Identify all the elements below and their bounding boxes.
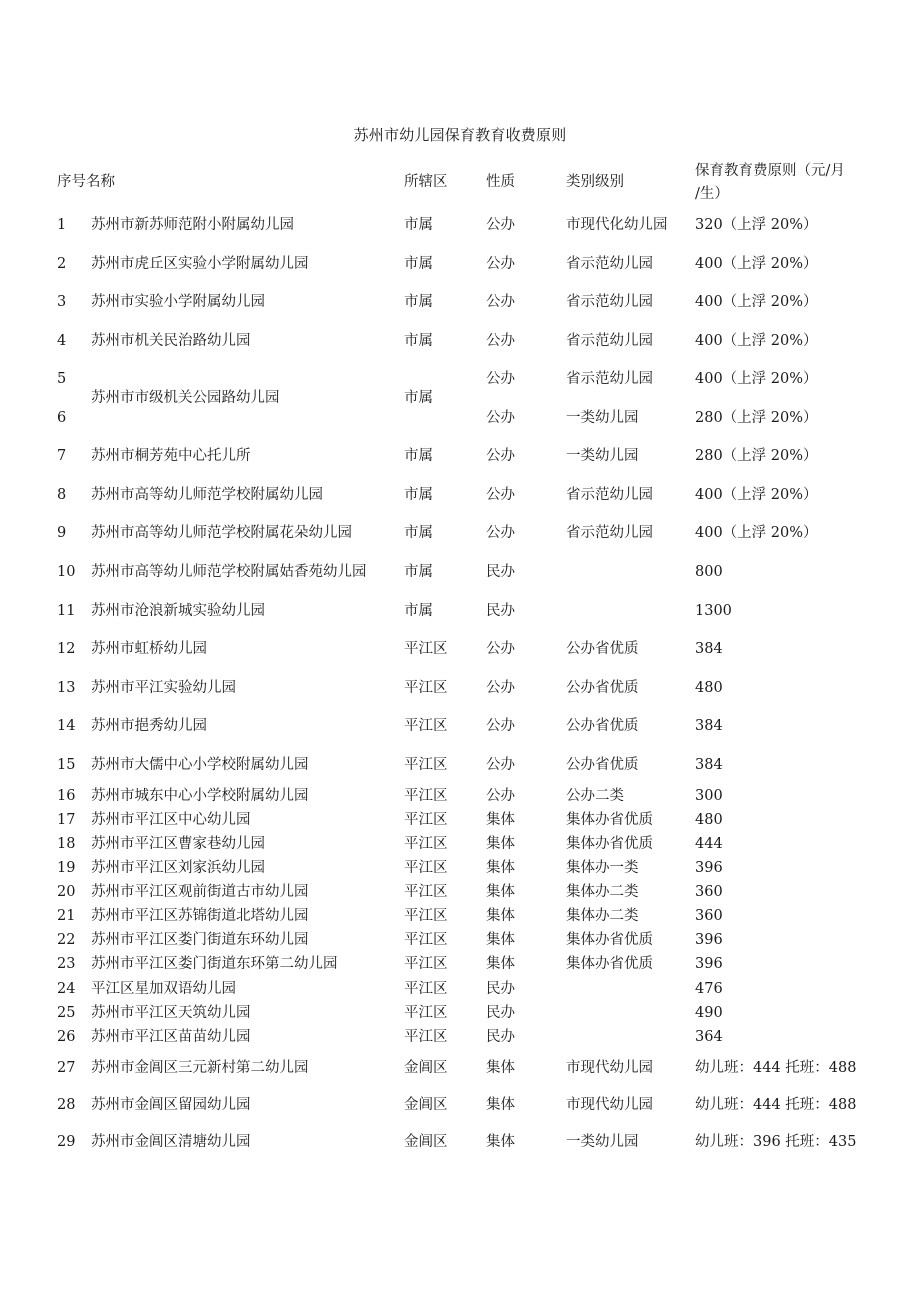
row-name: 苏州市平江区观前街道古市幼儿园 — [91, 884, 309, 900]
row-number: 7 — [57, 448, 67, 464]
row-category: 公办省优质 — [566, 680, 639, 696]
row-fee: 幼儿班：444 托班：488 — [695, 1097, 857, 1113]
row-number: 17 — [57, 812, 76, 828]
row-number: 24 — [57, 981, 76, 997]
row-number: 12 — [57, 641, 76, 657]
row-category: 集体办省优质 — [566, 812, 653, 828]
row-district: 金阊区 — [404, 1134, 448, 1150]
row-number: 19 — [57, 860, 76, 876]
row-fee: 384 — [695, 641, 723, 657]
header-no-name: 序号名称 — [57, 174, 115, 190]
row-district: 平江区 — [404, 981, 448, 997]
row-number: 25 — [57, 1005, 76, 1021]
row-name: 苏州市平江区刘家浜幼儿园 — [91, 860, 265, 876]
header-fee-line2: /生） — [695, 186, 729, 202]
row-name: 苏州市平江区曹家巷幼儿园 — [91, 836, 265, 852]
row-fee: 400（上浮 20%） — [695, 525, 818, 541]
row-category: 公办二类 — [566, 788, 624, 804]
header-nature: 性质 — [486, 174, 515, 190]
row-nature: 民办 — [486, 981, 515, 997]
row-nature: 公办 — [486, 641, 515, 657]
row-fee: 384 — [695, 757, 723, 773]
row-number: 28 — [57, 1097, 76, 1113]
row-fee: 400（上浮 20%） — [695, 256, 818, 272]
row-fee: 400（上浮 20%） — [695, 333, 818, 349]
row-name: 苏州市虹桥幼儿园 — [91, 641, 207, 657]
row-district: 市属 — [404, 603, 433, 619]
row-name: 苏州市金阊区清塘幼儿园 — [91, 1134, 251, 1150]
header-category: 类别级别 — [566, 174, 624, 190]
row-district: 平江区 — [404, 860, 448, 876]
row-fee: 384 — [695, 718, 723, 734]
row-fee: 480 — [695, 812, 723, 828]
header-fee-line1: 保育教育费原则（元/月 — [695, 163, 845, 179]
row-name: 苏州市挹秀幼儿园 — [91, 718, 207, 734]
row-number: 8 — [57, 487, 67, 503]
row-district: 市属 — [404, 448, 433, 464]
row-nature: 集体 — [486, 884, 515, 900]
row-nature: 民办 — [486, 564, 515, 580]
row-name: 苏州市城东中心小学校附属幼儿园 — [91, 788, 309, 804]
row-district: 平江区 — [404, 680, 448, 696]
row-district: 平江区 — [404, 1029, 448, 1045]
row-number: 21 — [57, 908, 76, 924]
row-name: 苏州市大儒中心小学校附属幼儿园 — [91, 757, 309, 773]
row-category: 集体办省优质 — [566, 836, 653, 852]
row-nature: 公办 — [486, 217, 515, 233]
row-category: 省示范幼儿园 — [566, 525, 653, 541]
row-nature: 民办 — [486, 603, 515, 619]
row-category: 集体办一类 — [566, 860, 639, 876]
row-name: 苏州市平江区苗苗幼儿园 — [91, 1029, 251, 1045]
row-district: 平江区 — [404, 788, 448, 804]
row-name: 苏州市金阊区三元新村第二幼儿园 — [91, 1060, 309, 1076]
row-fee: 400（上浮 20%） — [695, 294, 818, 310]
row-district: 平江区 — [404, 757, 448, 773]
row-category: 省示范幼儿园 — [566, 371, 653, 387]
row-fee: 800 — [695, 564, 723, 580]
row-fee: 400（上浮 20%） — [695, 371, 818, 387]
row-fee: 360 — [695, 884, 723, 900]
merged-district-5-6: 市属 — [404, 390, 433, 406]
row-fee: 444 — [695, 836, 723, 852]
row-district: 平江区 — [404, 812, 448, 828]
row-district: 市属 — [404, 564, 433, 580]
row-nature: 集体 — [486, 860, 515, 876]
row-district: 平江区 — [404, 1005, 448, 1021]
row-name: 苏州市金阊区留园幼儿园 — [91, 1097, 251, 1113]
row-category: 省示范幼儿园 — [566, 256, 653, 272]
row-category: 集体办二类 — [566, 908, 639, 924]
row-nature: 公办 — [486, 333, 515, 349]
row-fee: 幼儿班：396 托班：435 — [695, 1134, 857, 1150]
row-fee: 476 — [695, 981, 723, 997]
row-number: 6 — [57, 410, 67, 426]
row-name: 平江区星加双语幼儿园 — [91, 981, 236, 997]
row-district: 平江区 — [404, 908, 448, 924]
row-district: 平江区 — [404, 718, 448, 734]
row-fee: 396 — [695, 932, 723, 948]
row-name: 苏州市机关民治路幼儿园 — [91, 333, 251, 349]
row-fee: 480 — [695, 680, 723, 696]
row-category: 一类幼儿园 — [566, 1134, 639, 1150]
row-fee: 300 — [695, 788, 723, 804]
row-nature: 公办 — [486, 448, 515, 464]
row-number: 15 — [57, 757, 76, 773]
row-nature: 公办 — [486, 718, 515, 734]
row-name: 苏州市平江实验幼儿园 — [91, 680, 236, 696]
row-name: 苏州市桐芳苑中心托儿所 — [91, 448, 251, 464]
row-name: 苏州市沧浪新城实验幼儿园 — [91, 603, 265, 619]
row-district: 平江区 — [404, 836, 448, 852]
row-fee: 幼儿班：444 托班：488 — [695, 1060, 857, 1076]
row-nature: 集体 — [486, 1060, 515, 1076]
row-number: 18 — [57, 836, 76, 852]
row-name: 苏州市平江区天筑幼儿园 — [91, 1005, 251, 1021]
row-number: 10 — [57, 564, 76, 580]
row-name: 苏州市虎丘区实验小学附属幼儿园 — [91, 256, 309, 272]
row-district: 市属 — [404, 256, 433, 272]
row-nature: 公办 — [486, 757, 515, 773]
row-district: 金阊区 — [404, 1097, 448, 1113]
row-category: 公办省优质 — [566, 641, 639, 657]
row-fee: 364 — [695, 1029, 723, 1045]
row-number: 23 — [57, 956, 76, 972]
row-name: 苏州市高等幼儿师范学校附属姑香苑幼儿园 — [91, 564, 367, 580]
row-category: 集体办二类 — [566, 884, 639, 900]
row-nature: 集体 — [486, 956, 515, 972]
row-district: 市属 — [404, 487, 433, 503]
row-number: 5 — [57, 371, 67, 387]
row-number: 16 — [57, 788, 76, 804]
row-name: 苏州市平江区娄门街道东环第二幼儿园 — [91, 956, 338, 972]
row-number: 26 — [57, 1029, 76, 1045]
row-fee: 280（上浮 20%） — [695, 448, 818, 464]
row-fee: 280（上浮 20%） — [695, 410, 818, 426]
row-nature: 公办 — [486, 410, 515, 426]
row-district: 平江区 — [404, 932, 448, 948]
row-district: 平江区 — [404, 641, 448, 657]
row-nature: 公办 — [486, 256, 515, 272]
row-name: 苏州市平江区中心幼儿园 — [91, 812, 251, 828]
row-number: 20 — [57, 884, 76, 900]
row-category: 一类幼儿园 — [566, 448, 639, 464]
row-category: 省示范幼儿园 — [566, 487, 653, 503]
row-number: 22 — [57, 932, 76, 948]
row-number: 9 — [57, 525, 67, 541]
row-nature: 公办 — [486, 525, 515, 541]
row-nature: 集体 — [486, 932, 515, 948]
row-district: 平江区 — [404, 884, 448, 900]
row-category: 市现代化幼儿园 — [566, 217, 668, 233]
row-number: 13 — [57, 680, 76, 696]
row-nature: 集体 — [486, 1134, 515, 1150]
document-title: 苏州市幼儿园保育教育收费原则 — [353, 126, 567, 144]
row-number: 29 — [57, 1134, 76, 1150]
row-district: 市属 — [404, 333, 433, 349]
row-name: 苏州市实验小学附属幼儿园 — [91, 294, 265, 310]
row-nature: 公办 — [486, 487, 515, 503]
row-category: 省示范幼儿园 — [566, 333, 653, 349]
row-nature: 集体 — [486, 908, 515, 924]
row-category: 市现代幼儿园 — [566, 1097, 653, 1113]
row-category: 一类幼儿园 — [566, 410, 639, 426]
row-number: 4 — [57, 333, 67, 349]
row-name: 苏州市新苏师范附小附属幼儿园 — [91, 217, 294, 233]
header-fee — [695, 160, 845, 206]
row-name: 苏州市高等幼儿师范学校附属幼儿园 — [91, 487, 323, 503]
row-nature: 公办 — [486, 788, 515, 804]
row-nature: 公办 — [486, 371, 515, 387]
row-category: 集体办省优质 — [566, 956, 653, 972]
row-number: 11 — [57, 603, 76, 619]
row-number: 3 — [57, 294, 67, 310]
row-nature: 公办 — [486, 680, 515, 696]
row-fee: 396 — [695, 956, 723, 972]
header-district: 所辖区 — [404, 174, 448, 190]
row-name: 苏州市高等幼儿师范学校附属花朵幼儿园 — [91, 525, 352, 541]
row-fee: 1300 — [695, 603, 732, 619]
row-fee: 396 — [695, 860, 723, 876]
row-district: 金阊区 — [404, 1060, 448, 1076]
row-nature: 民办 — [486, 1005, 515, 1021]
row-number: 2 — [57, 256, 67, 272]
row-district: 市属 — [404, 217, 433, 233]
row-category: 集体办省优质 — [566, 932, 653, 948]
row-name: 苏州市平江区苏锦街道北塔幼儿园 — [91, 908, 309, 924]
row-district: 平江区 — [404, 956, 448, 972]
row-nature: 集体 — [486, 1097, 515, 1113]
merged-name-5-6: 苏州市市级机关公园路幼儿园 — [91, 390, 280, 406]
row-category: 省示范幼儿园 — [566, 294, 653, 310]
row-number: 1 — [57, 217, 67, 233]
row-nature: 公办 — [486, 294, 515, 310]
row-nature: 民办 — [486, 1029, 515, 1045]
row-number: 27 — [57, 1060, 76, 1076]
row-district: 市属 — [404, 294, 433, 310]
row-fee: 400（上浮 20%） — [695, 487, 818, 503]
row-nature: 集体 — [486, 836, 515, 852]
row-name: 苏州市平江区娄门街道东环幼儿园 — [91, 932, 309, 948]
row-category: 市现代幼儿园 — [566, 1060, 653, 1076]
row-nature: 集体 — [486, 812, 515, 828]
row-fee: 320（上浮 20%） — [695, 217, 818, 233]
row-number: 14 — [57, 718, 76, 734]
row-district: 市属 — [404, 525, 433, 541]
row-fee: 360 — [695, 908, 723, 924]
row-category: 公办省优质 — [566, 757, 639, 773]
row-fee: 490 — [695, 1005, 723, 1021]
row-category: 公办省优质 — [566, 718, 639, 734]
